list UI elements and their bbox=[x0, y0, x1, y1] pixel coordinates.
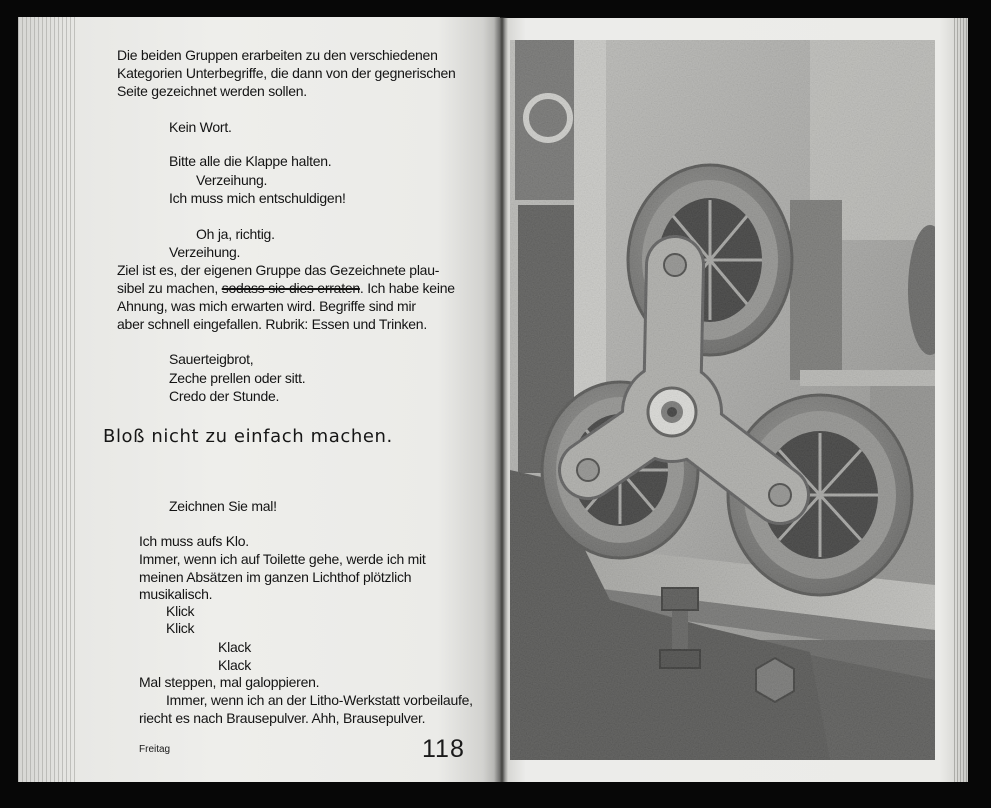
text-line: Ich muss aufs Klo. bbox=[139, 533, 249, 549]
photograph bbox=[510, 40, 935, 760]
text-line: Ich muss mich entschuldigen! bbox=[169, 190, 346, 206]
text-line: Kategorien Unterbegriffe, die dann von der gegnerischen bbox=[117, 65, 456, 81]
text-line: musikalisch. bbox=[139, 586, 213, 602]
text-line: riecht es nach Brausepulver. Ahh, Brausepulver. bbox=[139, 710, 426, 726]
text-line-with-strikethrough bbox=[117, 279, 455, 297]
text-line: Zeche prellen oder sitt. bbox=[169, 370, 306, 386]
photograph-drawing bbox=[510, 40, 935, 760]
text-line: Immer, wenn ich auf Toilette gehe, werde ich mit bbox=[139, 551, 426, 567]
text-segment: sibel zu machen, bbox=[117, 280, 222, 296]
text-line: Klack bbox=[218, 657, 251, 673]
text-line: meinen Absätzen im ganzen Lichthof plötzlich bbox=[139, 569, 412, 585]
text-line: aber schnell eingefallen. Rubrik: Essen und Trinken. bbox=[117, 316, 427, 332]
text-line: Die beiden Gruppen erarbeiten zu den verschiedenen bbox=[117, 47, 438, 63]
page-footer-day: Freitag bbox=[139, 744, 171, 755]
handwritten-note: Bloß nicht zu einfach machen. bbox=[103, 426, 393, 447]
text-line: Ahnung, was mich erwarten wird. Begriffe sind mir bbox=[117, 298, 416, 314]
text-line: Kein Wort. bbox=[169, 119, 232, 135]
text-line: Sauerteigbrot, bbox=[169, 351, 254, 367]
text-line: Credo der Stunde. bbox=[169, 388, 280, 404]
text-line: Zeichnen Sie mal! bbox=[169, 498, 277, 514]
film-grain bbox=[510, 40, 935, 760]
text-line: Verzeihung. bbox=[169, 244, 241, 260]
left-page-edges bbox=[18, 17, 78, 782]
text-line: Klick bbox=[166, 603, 195, 619]
text-line: Mal steppen, mal galoppieren. bbox=[139, 674, 320, 690]
text-line: Verzeihung. bbox=[196, 172, 268, 188]
struck-text: sodass sie dies erraten bbox=[221, 280, 360, 296]
right-page-edges bbox=[954, 18, 968, 782]
text-line: Ziel ist es, der eigenen Gruppe das Gezeichnete plau- bbox=[117, 262, 440, 278]
text-line: Klick bbox=[166, 620, 195, 636]
text-segment: . Ich habe keine bbox=[359, 280, 455, 296]
text-line: Klack bbox=[218, 639, 251, 655]
text-line: Bitte alle die Klappe halten. bbox=[169, 153, 332, 169]
page-number: 118 bbox=[422, 735, 465, 763]
text-line: Seite gezeichnet werden sollen. bbox=[117, 83, 307, 99]
text-line: Oh ja, richtig. bbox=[196, 226, 275, 242]
book-gutter bbox=[494, 17, 508, 782]
text-line: Immer, wenn ich an der Litho-Werkstatt vorbeilaufe, bbox=[166, 692, 473, 708]
